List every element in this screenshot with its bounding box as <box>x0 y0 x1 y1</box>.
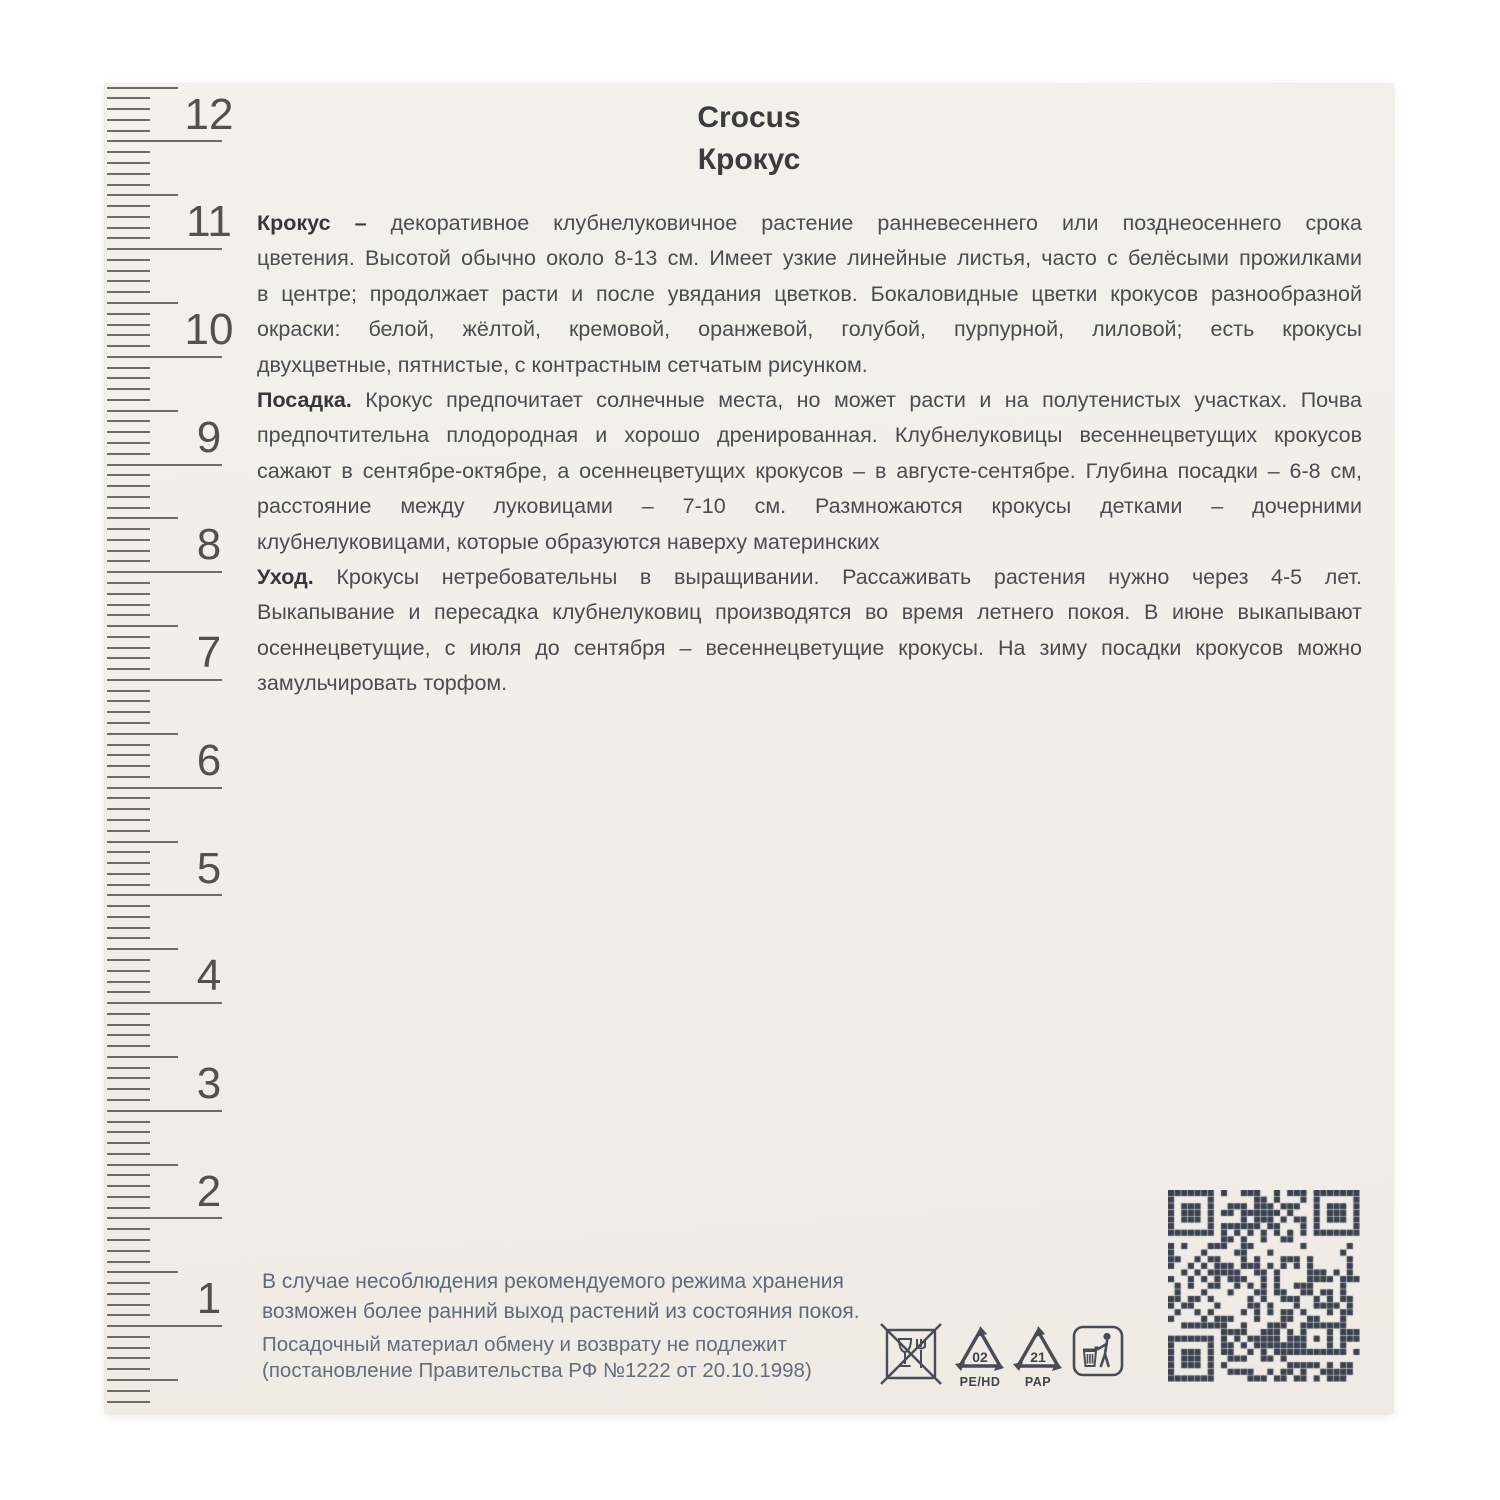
ruler-tick-short <box>107 636 150 638</box>
ruler-tick-short <box>107 1185 150 1187</box>
ruler-tick-short <box>107 280 150 282</box>
recycling-label: PAP <box>1024 1375 1052 1389</box>
description-text <box>257 206 1362 701</box>
ruler-tick-short <box>107 722 150 724</box>
ruler-number: 10 <box>184 305 234 354</box>
ruler-tick-short <box>107 1067 150 1069</box>
ruler-tick-long <box>107 1217 222 1219</box>
ruler-tick-mid <box>107 1379 178 1381</box>
ruler-tick-short <box>107 1228 150 1230</box>
ruler-tick-short <box>107 830 150 832</box>
ruler-tick-short <box>107 1293 150 1295</box>
ruler-tick-short <box>107 507 150 509</box>
ruler-tick-long <box>107 679 222 681</box>
ruler-number: 2 <box>196 1166 222 1216</box>
ruler-tick-short <box>107 539 150 541</box>
ruler-tick-short <box>107 797 150 799</box>
ruler-tick-short <box>107 1207 150 1209</box>
ruler-tick-short <box>107 614 150 616</box>
ruler-tick-long <box>107 248 222 250</box>
ruler-tick-short <box>107 1045 150 1047</box>
text-line <box>257 560 1362 595</box>
text-line-rest: Крокус предпочитает солнечные места, но может расти и на полутенистых участках. Почва <box>365 387 1362 412</box>
ruler-tick-short <box>107 205 150 207</box>
ruler-tick-short <box>107 884 150 886</box>
ruler-tick-short <box>107 184 150 186</box>
ruler-tick-short <box>107 313 150 315</box>
recycling-label: PE/HD <box>959 1375 1001 1389</box>
storage-warning-note <box>262 1267 860 1327</box>
note-line: (постановление Правительства РФ №1222 от 20.10.1998) <box>262 1359 812 1382</box>
ruler-tick-mid <box>107 733 178 735</box>
ruler-tick-short <box>107 959 150 961</box>
text-line: цветения. Высотой обычно около 8-13 см. Имеет узкие линейные листья, часто с белёсыми прожилками <box>257 246 1362 271</box>
paragraph-lead: Посадка. <box>257 387 352 412</box>
ruler-tick-short <box>107 1013 150 1015</box>
ruler-tick-short <box>107 528 150 530</box>
seed-packet-back-label <box>105 84 1393 1413</box>
ruler-tick-short <box>107 550 150 552</box>
ruler-tick-short <box>107 442 150 444</box>
ruler-tick-short <box>107 1077 150 1079</box>
crossed-tableware-icon <box>877 1320 945 1388</box>
ruler-tick-short <box>107 700 150 702</box>
ruler-tick-mid <box>107 948 178 950</box>
text-line: Выкапывание и пересадка клубнелуковиц производятся во время летнего покоя. В июне выкапывают <box>257 600 1362 625</box>
ruler-number: 3 <box>196 1058 222 1108</box>
paragraph-lead: Крокус – <box>257 211 367 235</box>
ruler-tick-short <box>107 1024 150 1026</box>
ruler-tick-short <box>107 1174 150 1176</box>
ruler-tick-short <box>107 270 150 272</box>
ruler-tick-short <box>107 1153 150 1155</box>
ruler-tick-short <box>107 808 150 810</box>
ruler-tick-short <box>107 744 150 746</box>
ruler-tick-short <box>107 604 150 606</box>
ruler-tick-long <box>107 1110 222 1112</box>
text-line-rest: Крокусы нетребовательны в выращивании. Рассаживать растения нужно через 4-5 лет. <box>336 564 1362 589</box>
ruler-number: 11 <box>186 197 232 247</box>
note-line: В случае несоблюдения рекомендуемого режима хранения <box>262 1270 844 1293</box>
recycling-02-pehd-icon <box>953 1324 1007 1390</box>
ruler-tick-short <box>107 862 150 864</box>
text-line: клубнелуковицами, которые образуются наверху материнских <box>257 529 880 554</box>
ruler-tick-short <box>107 496 150 498</box>
ruler-tick-short <box>107 711 150 713</box>
ruler-tick-short <box>107 1034 150 1036</box>
note-line: возможен более ранний выход растений из состояния покоя. <box>262 1300 860 1323</box>
ruler-tick-short <box>107 905 150 907</box>
paragraph-lead: Уход. <box>257 564 314 589</box>
ruler-tick-short <box>107 873 150 875</box>
ruler-tick-long <box>107 356 222 358</box>
ruler-number: 7 <box>196 628 222 678</box>
ruler-tick-short <box>107 1121 150 1123</box>
ruler-tick-short <box>107 1401 150 1403</box>
ruler-tick-mid <box>107 517 178 519</box>
ruler-tick-short <box>107 334 150 336</box>
ruler-tick-short <box>107 1314 150 1316</box>
ruler-tick-short <box>107 1099 150 1101</box>
ruler-number: 12 <box>184 89 234 139</box>
text-line: предпочтительна плодородная и хорошо дренированная. Клубнелуковицы весеннецветущих крокусов <box>257 423 1362 448</box>
ruler-tick-short <box>107 291 150 293</box>
ruler-tick-short <box>107 1282 150 1284</box>
ruler-tick-mid <box>107 1271 178 1273</box>
ruler-tick-short <box>107 388 150 390</box>
ruler-tick-long <box>107 1325 222 1327</box>
ruler-tick-short <box>107 367 150 369</box>
ruler-tick-mid <box>107 87 178 89</box>
ruler-tick-short <box>107 765 150 767</box>
ruler-tick-short <box>107 216 150 218</box>
ruler-tick-short <box>107 1357 150 1359</box>
text-line: замульчировать торфом. <box>257 671 508 696</box>
ruler-tick-short <box>107 668 150 670</box>
ruler-tick-long <box>107 571 222 573</box>
ruler-tick-short <box>107 399 150 401</box>
text-line: сажают в сентябре-октябре, а осеннецветущих крокусов – в августе-сентябре. Глубина посадки – 6-8 см, <box>257 458 1362 483</box>
ruler-tick-mid <box>107 410 178 412</box>
ruler-tick-short <box>107 593 150 595</box>
ruler-tick-short <box>107 1390 150 1392</box>
ruler-tick-short <box>107 1131 150 1133</box>
ruler-tick-short <box>107 851 150 853</box>
ruler-tick-mid <box>107 302 178 304</box>
ruler-number: 8 <box>196 520 222 570</box>
ruler-number: 9 <box>196 412 222 462</box>
ruler-tick-short <box>107 1261 150 1263</box>
text-line-rest: декоративное клубнелуковичное растение ранневесеннего или позднеосеннего срока <box>390 211 1362 235</box>
title-latin: Crocus <box>697 101 801 134</box>
qr-code <box>1168 1190 1360 1382</box>
recycling-code: 02 <box>972 1349 988 1365</box>
ruler-number: 4 <box>196 951 222 1001</box>
ruler-tick-short <box>107 345 150 347</box>
ruler-tick-short <box>107 1304 150 1306</box>
ruler-tick-long <box>107 787 222 789</box>
ruler-tick-mid <box>107 1164 178 1166</box>
ruler-tick-short <box>107 1336 150 1338</box>
ruler-tick-short <box>107 582 150 584</box>
ruler-number: 1 <box>196 1274 222 1324</box>
ruler-tick-short <box>107 431 150 433</box>
ruler-tick-short <box>107 420 150 422</box>
ruler-tick-mid <box>107 1056 178 1058</box>
ruler-number: 6 <box>196 735 222 785</box>
ruler-tick-short <box>107 647 150 649</box>
ruler-tick-short <box>107 1196 150 1198</box>
dispose-properly-icon <box>1071 1324 1125 1378</box>
ruler-tick-short <box>107 474 150 476</box>
text-line <box>257 206 1362 241</box>
text-line: расстояние между луковицами – 7-10 см. Размножаются крокусы детками – дочерними <box>257 494 1362 519</box>
ruler-tick-mid <box>107 841 178 843</box>
text-line: в центре; продолжает расти и после увядания цветков. Бокаловидные цветки крокусов разнообразной <box>257 281 1362 306</box>
ruler-tick-mid <box>107 625 178 627</box>
ruler-tick-short <box>107 237 150 239</box>
title-russian: Крокус <box>697 143 801 176</box>
ruler-tick-short <box>107 690 150 692</box>
ruler-tick-long <box>107 1002 222 1004</box>
ruler-tick-long <box>107 894 222 896</box>
recycling-code: 21 <box>1030 1349 1046 1365</box>
text-line: осеннецветущие, с июля до сентября – весеннецветущие крокусы. На зиму посадки крокусов можно <box>257 635 1362 660</box>
ruler-tick-short <box>107 937 150 939</box>
ruler-tick-short <box>107 927 150 929</box>
ruler-tick-mid <box>107 194 178 196</box>
ruler-tick-short <box>107 1250 150 1252</box>
ruler-tick-short <box>107 259 150 261</box>
text-line: окраски: белой, жёлтой, кремовой, оранжевой, голубой, пурпурной, лиловой; есть крокусы <box>257 317 1362 342</box>
ruler-tick-short <box>107 1088 150 1090</box>
ruler-tick-short <box>107 1347 150 1349</box>
ruler-tick-short <box>107 776 150 778</box>
ruler-tick-long <box>107 464 222 466</box>
ruler-tick-short <box>107 324 150 326</box>
ruler-tick-short <box>107 991 150 993</box>
ruler-tick-short <box>107 657 150 659</box>
ruler-tick-short <box>107 754 150 756</box>
text-line <box>257 383 1362 418</box>
ruler-tick-short <box>107 1239 150 1241</box>
note-line: Посадочный материал обмену и возврату не подлежит <box>262 1333 787 1356</box>
ruler-tick-short <box>107 970 150 972</box>
ruler-tick-short <box>107 916 150 918</box>
ruler-number: 5 <box>196 843 222 893</box>
ruler-tick-short <box>107 560 150 562</box>
ruler-tick-short <box>107 227 150 229</box>
ruler-tick-short <box>107 1142 150 1144</box>
ruler-tick-short <box>107 485 150 487</box>
text-line: двухцветные, пятнистые, с контрастным сетчатым рисунком. <box>257 352 868 377</box>
ruler-tick-short <box>107 453 150 455</box>
no-return-note <box>262 1332 812 1384</box>
ruler-tick-short <box>107 1368 150 1370</box>
ruler-tick-short <box>107 981 150 983</box>
ruler-tick-short <box>107 819 150 821</box>
recycling-21-pap-icon <box>1011 1324 1065 1390</box>
ruler-tick-short <box>107 377 150 379</box>
